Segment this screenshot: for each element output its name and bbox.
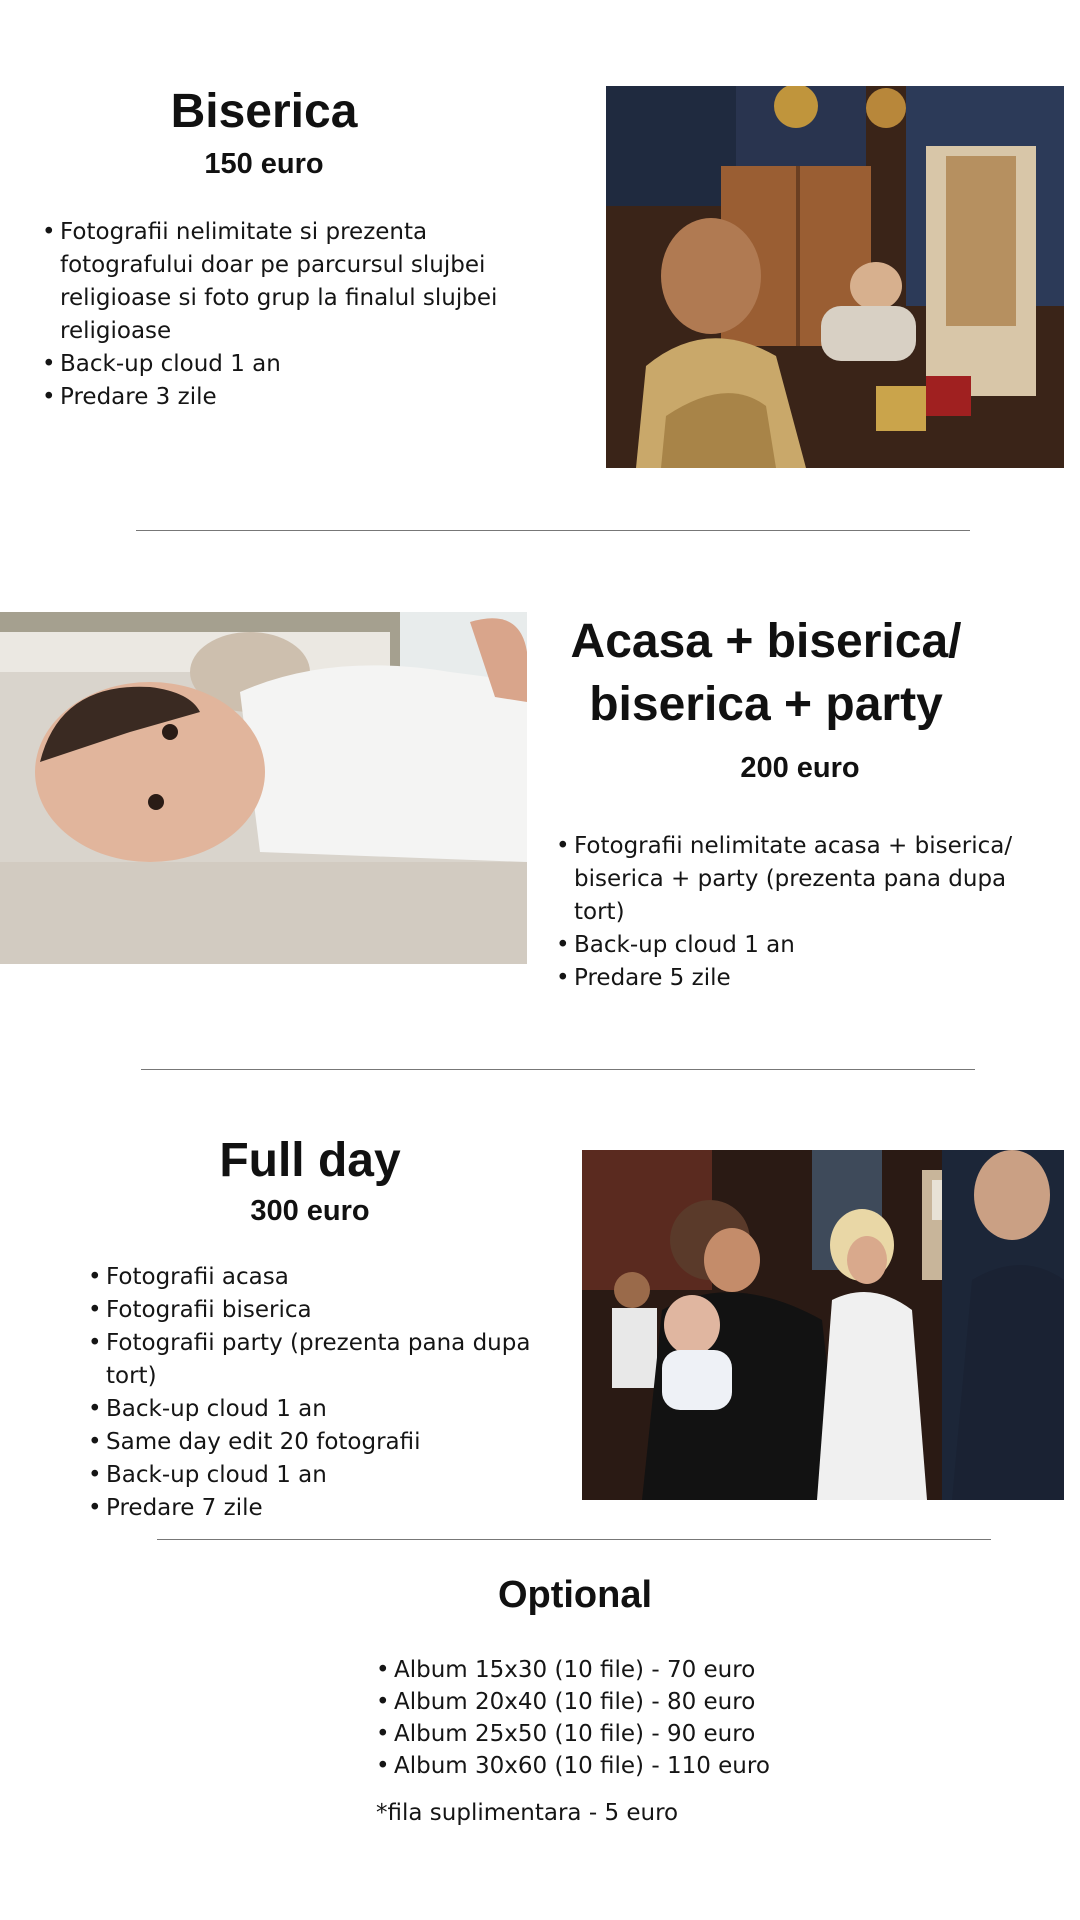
price-biserica: 150 euro: [204, 148, 324, 180]
optional-note: *fila suplimentara - 5 euro: [376, 1800, 679, 1826]
optional-list: [376, 1654, 876, 1782]
list-item: • Back-up cloud 1 an: [88, 1459, 588, 1492]
divider-line: [157, 1539, 991, 1540]
section-title-biserica: Biserica: [170, 85, 358, 138]
list-item: • Album 15x30 (10 file) - 70 euro: [376, 1654, 876, 1686]
list-item: • Album 20x40 (10 file) - 80 euro: [376, 1686, 876, 1718]
list-item: • Back-up cloud 1 an: [88, 1393, 588, 1426]
list-item: • Fotografii acasa: [88, 1261, 588, 1294]
list-item: • Album 25x50 (10 file) - 90 euro: [376, 1718, 876, 1750]
list-item: • Predare 5 zile: [556, 962, 1020, 995]
list-item: • Fotografii nelimitate si prezenta fotografului doar pe parcursul slujbei religioase si foto grup la finalul slujbei religioase: [42, 216, 542, 348]
photo-priest-baby: [606, 86, 1064, 468]
list-item: • Predare 7 zile: [88, 1492, 588, 1525]
photo-family-church: [582, 1150, 1064, 1500]
price-full-day: 300 euro: [250, 1195, 370, 1227]
divider-line: [141, 1069, 975, 1070]
section-title-full-day: Full day: [219, 1134, 401, 1187]
price-acasa-biserica: 200 euro: [740, 752, 860, 784]
list-item: • Back-up cloud 1 an: [556, 929, 1020, 962]
list-item: • Fotografii nelimitate acasa + biserica/ biserica + party (prezenta pana dupa tort): [556, 830, 1020, 929]
optional-title: Optional: [497, 1574, 653, 1616]
features-list-full-day: [88, 1261, 588, 1525]
list-item: • Back-up cloud 1 an: [42, 348, 542, 381]
features-list-biserica: [42, 216, 542, 414]
features-list-acasa-biserica: [556, 830, 1020, 995]
section-title-biserica-party: biserica + party: [589, 678, 943, 731]
list-item: • Fotografii biserica: [88, 1294, 588, 1327]
list-item: • Album 30x60 (10 file) - 110 euro: [376, 1750, 876, 1782]
list-item: • Same day edit 20 fotografii: [88, 1426, 588, 1459]
photo-baby-lying: [0, 612, 527, 964]
divider-line: [136, 530, 970, 531]
list-item: • Predare 3 zile: [42, 381, 542, 414]
list-item: • Fotografii party (prezenta pana dupa tort): [88, 1327, 588, 1393]
section-title-acasa-biserica: Acasa + biserica/: [570, 615, 962, 668]
